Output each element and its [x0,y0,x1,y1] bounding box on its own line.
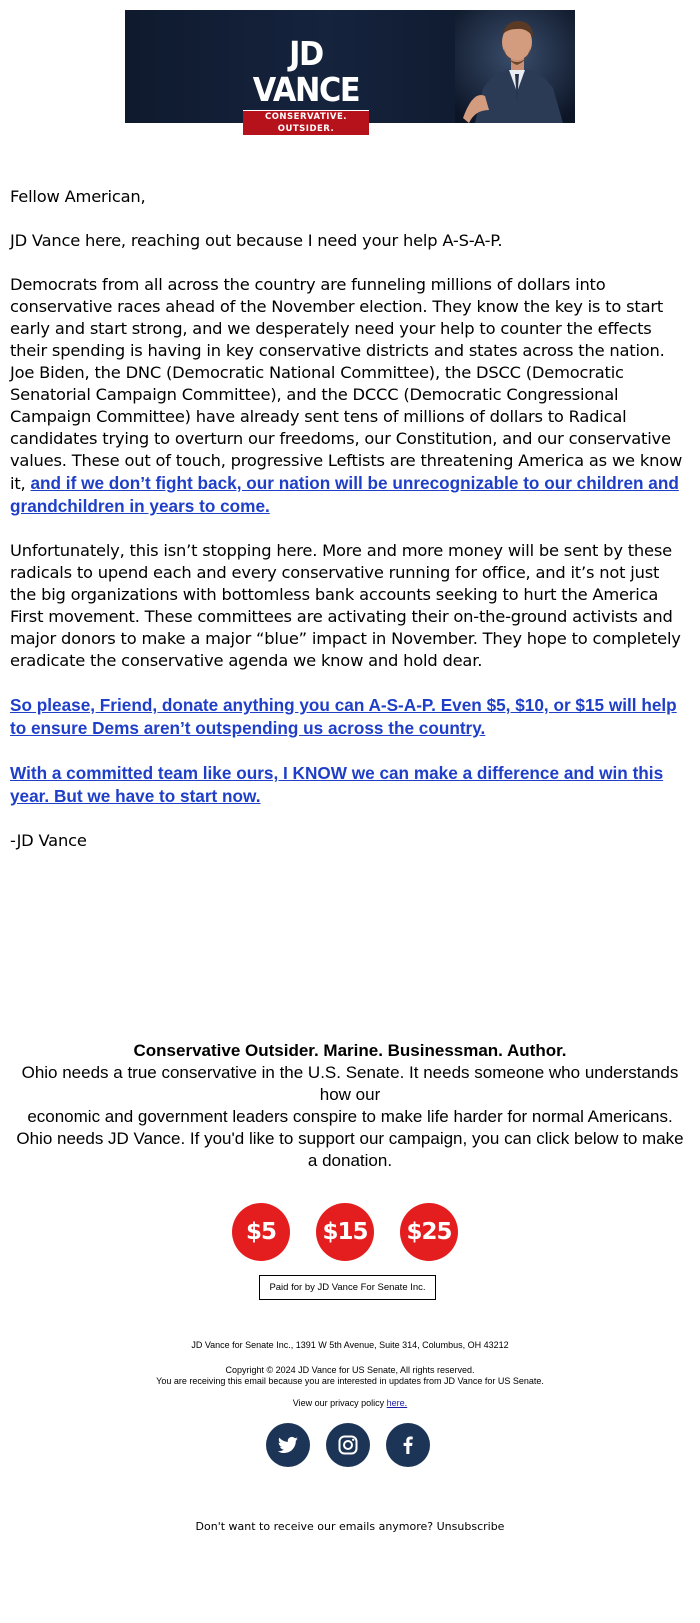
privacy-text: View our privacy policy [292,1398,387,1408]
donate-25-button[interactable]: $25 [400,1203,458,1261]
facebook-icon [396,1433,420,1457]
logo-tagline: CONSERVATIVE. OUTSIDER. [243,110,369,136]
team-cta-link[interactable]: With a committed team like ours, I KNOW we can make a difference and win this year. But we have to start now. [10,763,664,806]
donate-5-button[interactable]: $5 [232,1203,290,1261]
donate-15-button[interactable]: $15 [316,1203,374,1261]
footer-title: Conservative Outsider. Marine. Businessman. Author. [133,1041,567,1060]
signoff: -JD Vance [10,831,87,850]
donate-buttons [0,1203,700,1261]
copyright-text: Copyright © 2024 JD Vance for US Senate, All rights reserved. [225,1365,475,1375]
unsubscribe-line [0,1520,700,1534]
instagram-icon [336,1433,360,1457]
footer-line-3: Ohio needs JD Vance. If you'd like to support our campaign, you can click below to make a donation. [16,1129,684,1170]
unsubscribe-link[interactable]: Unsubscribe [436,1520,505,1533]
social-links [0,1423,700,1467]
instagram-button[interactable] [326,1423,370,1467]
twitter-button[interactable] [266,1423,310,1467]
receiving-text: You are receiving this email because you are interested in updates from JD Vance for US Senate. [156,1376,544,1386]
team-cta-paragraph [10,762,690,808]
twitter-icon [276,1433,300,1457]
footer-about [15,1040,685,1172]
header-banner [125,10,575,147]
fight-back-link[interactable]: and if we don’t fight back, our nation will be unrecognizable to our children and grandchildren in years to come. [10,473,679,516]
paragraph-democrats-text: Democrats from all across the country are funneling millions of dollars into conservative races ahead of the November election. They know the key is to start early and start strong, and we desperately need your help to counter the effects their spending is having in key conservative districts and states across the nation. Joe Biden, the DNC (Democratic National Committee), the DSCC (Democratic Senatorial Campaign Committee), and the DCCC (Democratic Congressional Campaign Committee) have already sent tens of millions of dollars to Radical candidates trying to overturn our freedoms, our Constitution, and our conservative values. These out of touch, progressive Leftists are threatening America as we know it, [10,275,683,493]
donate-cta-link[interactable]: So please, Friend, donate anything you can A-S-A-P. Even $5, $10, or $15 will help to ensure Dems aren’t outspending us across the country. [10,695,677,738]
privacy-link[interactable]: here. [386,1398,408,1408]
paragraph-democrats [10,274,690,518]
donate-cta-paragraph [10,694,690,740]
paid-for-box: Paid for by JD Vance For Senate Inc. [259,1275,436,1300]
candidate-photo [455,10,575,123]
paragraph-unfortunately: Unfortunately, this isn’t stopping here. More and more money will be sent by these radicals to upend each and every conservative running for office, and it’s not just the big organizations with bottomless bank accounts seeking to hurt the America First movement. These committees are activating their on-the-ground activists and major donors to make a major “blue” impact in November. They hope to completely eradicate the conservative agenda we know and hold dear. [10,541,681,670]
logo-office: U.S. SENATE [282,140,330,147]
unsubscribe-text: Don't want to receive our emails anymore? [195,1520,437,1533]
intro-paragraph: JD Vance here, reaching out because I need your help A-S-A-P. [10,231,503,250]
facebook-button[interactable] [386,1423,430,1467]
campaign-logo [243,36,369,147]
address-text: JD Vance for Senate Inc., 1391 W 5th Avenue, Suite 314, Columbus, OH 43212 [191,1340,509,1350]
letter-body [10,186,690,874]
logo-name: JD VANCE [252,34,360,109]
footer-line-2: economic and government leaders conspire to make life harder for normal Americans. [27,1107,673,1126]
footer-line-1: Ohio needs a true conservative in the U.S. Senate. It needs someone who understands how our [21,1063,679,1104]
greeting: Fellow American, [10,187,146,206]
privacy-line [0,1398,700,1409]
